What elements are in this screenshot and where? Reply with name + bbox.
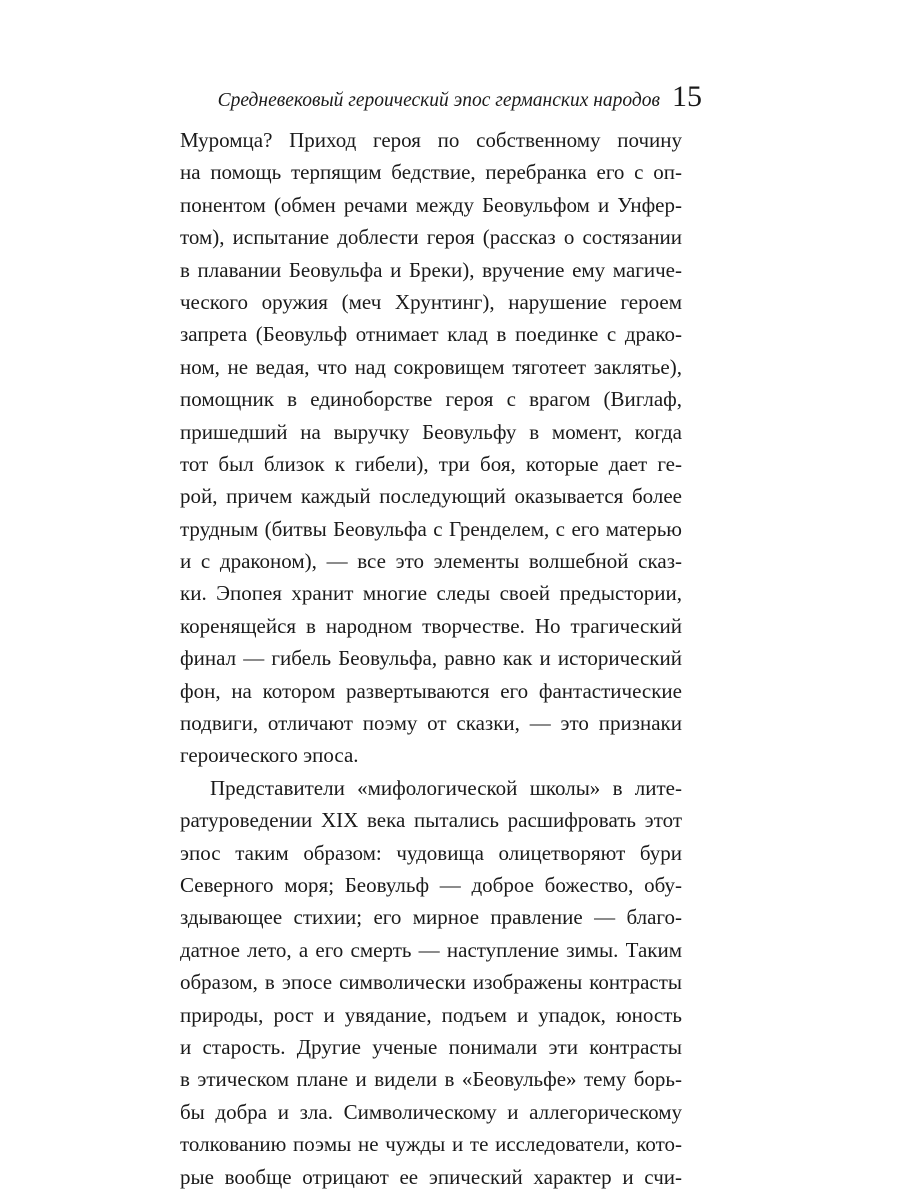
text-line: Муромца? Приход героя по собственному почину: [180, 128, 682, 152]
text-line: бы добра и зла. Символическому и аллегорическому: [180, 1099, 682, 1124]
running-title: Средневековый героический эпос германских народов: [217, 90, 660, 111]
text-line: на помощь терпящим бедствие, перебранка его с оп-: [180, 160, 682, 185]
text-line: здывающее стихии; его мирное правление — благо-: [180, 905, 682, 930]
text-line: ческого оружия (меч Хрунтинг), нарушение героем: [180, 289, 682, 314]
text-line: Северного моря; Беовульф — доброе божество, обу-: [180, 872, 682, 897]
text-line: помощник в единоборстве героя с врагом (Виглаф,: [180, 387, 682, 412]
text-line: датное лето, а его смерть — наступление зимы. Таким: [180, 937, 682, 962]
text-line: Представители «мифологической школы» в лите-: [210, 775, 682, 800]
paragraph-2: [180, 772, 682, 1193]
text-line: образом, в эпосе символически изображены контрасты: [180, 970, 682, 995]
text-line: природы, рост и увядание, подъем и упадок, юность: [180, 1002, 682, 1027]
text-line: финал — гибель Беовульфа, равно как и исторический: [180, 646, 682, 671]
text-line: ки. Эпопея хранит многие следы своей предыстории,: [180, 581, 682, 606]
text-line: рые вообще отрицают ее эпический характер и счи-: [180, 1164, 682, 1189]
page-number: 15: [672, 80, 702, 113]
text-line: понентом (обмен речами между Беовульфом и Унфер-: [180, 192, 682, 217]
text-line: и с драконом), — все это элементы волшебной сказ-: [180, 549, 682, 574]
text-line: запрета (Беовульф отнимает клад в поединке с драко-: [180, 322, 682, 347]
text-line: коренящейся в народном творчестве. Но трагический: [180, 613, 682, 638]
text-line: толкованию поэмы не чужды и те исследователи, кото-: [180, 1132, 682, 1157]
text-line: эпос таким образом: чудовища олицетворяют бури: [180, 840, 682, 865]
text-line: в плавании Беовульфа и Бреки), вручение ему магиче-: [180, 257, 682, 282]
body-text: [180, 124, 682, 1193]
text-line: пришедший на выручку Беовульфу в момент, когда: [180, 419, 682, 444]
text-line: подвиги, отличают поэму от сказки, — это признаки: [180, 711, 682, 736]
paragraph-1: [180, 124, 682, 772]
text-line: в этическом плане и видели в «Беовульфе» тему борь-: [180, 1067, 682, 1092]
text-line: фон, на котором развертываются его фантастические: [180, 678, 682, 703]
text-line: том), испытание доблести героя (рассказ о состязании: [180, 225, 682, 250]
text-line: ратуроведении XIX века пытались расшифровать этот: [180, 808, 682, 833]
text-line: тот был близок к гибели), три боя, которые дает ге-: [180, 451, 682, 476]
text-line: ном, не ведая, что над сокровищем тяготеет заклятье),: [180, 354, 682, 379]
text-line: рой, причем каждый последующий оказывается более: [180, 484, 682, 509]
running-header: [160, 80, 702, 120]
text-line: и старость. Другие ученые понимали эти контрасты: [180, 1034, 682, 1059]
text-line: героического эпоса.: [180, 743, 359, 768]
text-line: трудным (битвы Беовульфа с Гренделем, с его матерью: [180, 516, 682, 541]
